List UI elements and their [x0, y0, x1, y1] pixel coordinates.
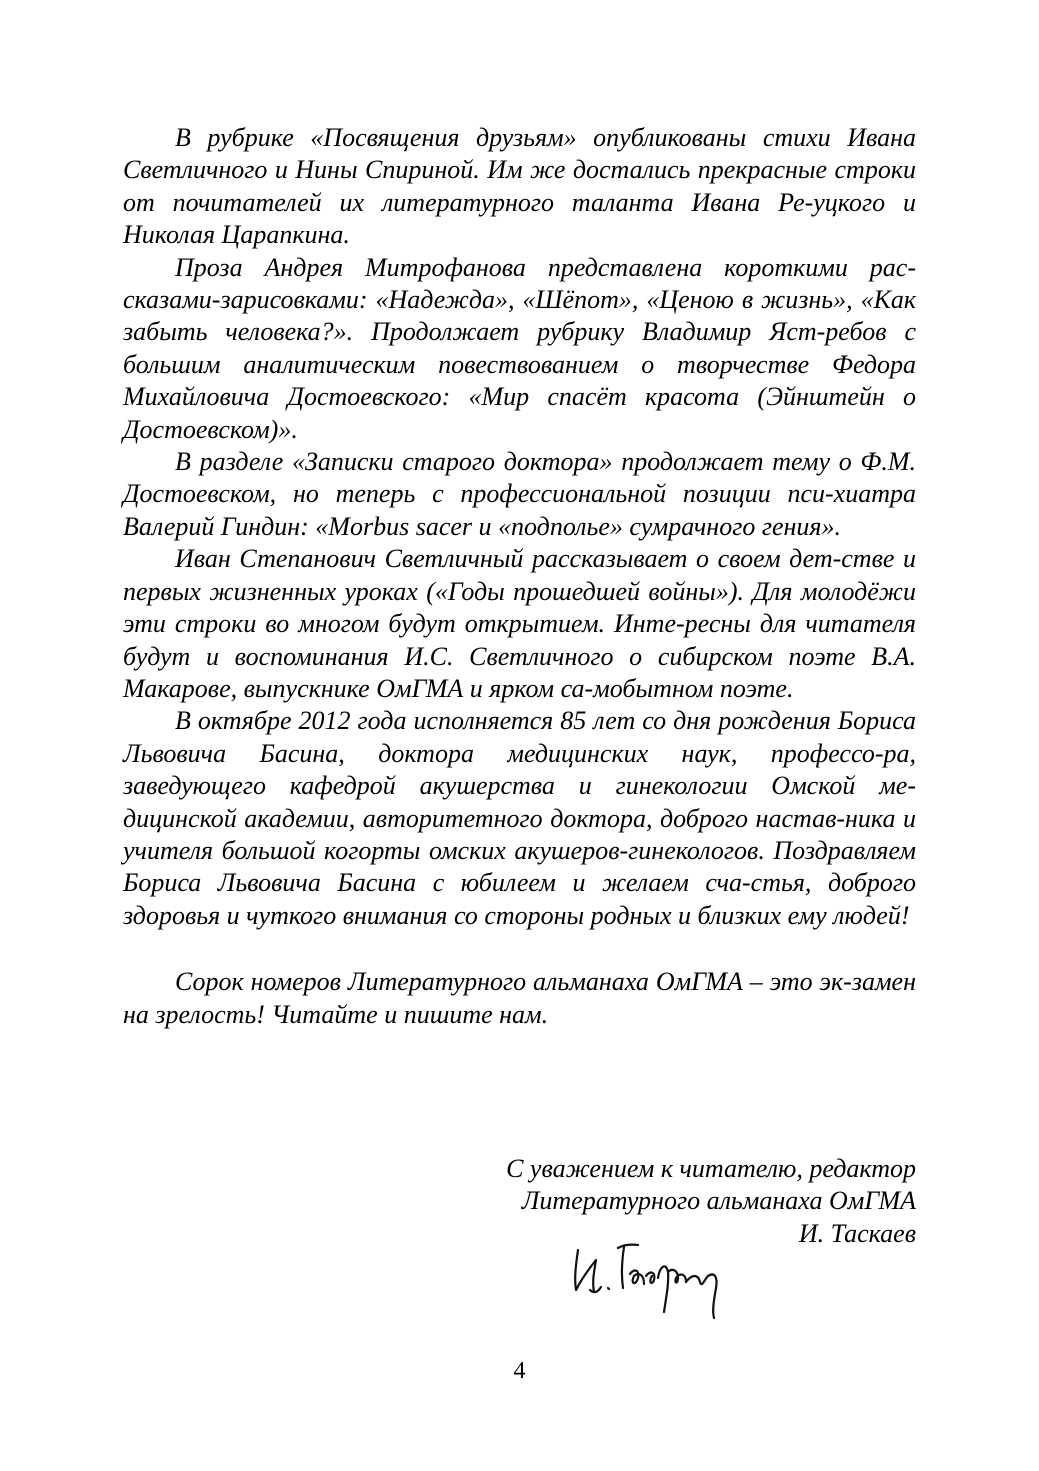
paragraph-dedications: В рубрике «Посвящения друзьям» опубликованы стихи Ивана Светличного и Нины Спириной. Им же достались прекрасные строки от почитателей их литературного таланта Ивана Ре-уцкого и Николая Царапкина.	[123, 123, 916, 250]
handwritten-signature	[568, 1232, 733, 1322]
article-body	[123, 122, 916, 1031]
editor-name: И. Таскаев	[798, 1218, 916, 1248]
paragraph-anniversary: В октябре 2012 года исполняется 85 лет со дня рождения Бориса Львовича Басина, доктора медицинских наук, профессо-ра, заведующего кафедрой акушерства и гинекологии Омской ме-дицинской академии, авторитетного доктора, доброго настав-ника и учителя большой когорты омских акушеров-гинекологов. Поздравляем Бориса Львовича Басина с юбилеем и желаем сча-стья, доброго здоровья и чуткого внимания со стороны родных и близких ему людей!	[123, 706, 916, 930]
paragraph-prose: Проза Андрея Митрофанова представлена короткими рас-сказами-зарисовками: «Надежда», «Шёпот», «Ценою в жизнь», «Как забыть человека?». Продолжает рубрику Владимир Яст-ребов с большим аналитическим повествованием о творчестве Федора Михайловича Достоевского: «Мир спасёт красота (Эйнштейн о Достоевском)».	[123, 252, 916, 444]
paragraph-doctor-notes: В разделе «Записки старого доктора» продолжает тему о Ф.М. Достоевском, но теперь с профессиональной позиции пси-хиатра Валерий Гиндин: «Morbus sacer и «подполье» сумрачного гения».	[123, 447, 916, 541]
signoff-line-2: Литературного альманаха ОмГМА	[521, 1186, 916, 1216]
page-number: 4	[513, 1358, 526, 1384]
signoff-line-1: С уважением к читателю, редактор	[506, 1154, 916, 1183]
paragraph-closing: Сорок номеров Литературного альманаха ОмГМА – это эк-замен на зрелость! Читайте и пишите нам.	[123, 967, 916, 1029]
paragraph-memoirs: Иван Степанович Светличный рассказывает о своем дет-стве и первых жизненных уроках («Годы прошедшей войны»). Для молодёжи эти строки во многом будут открытием. Инте-ресны для читателя будут и воспоминания И.С. Светличного о сибирском поэте В.А. Макарове, выпускнике ОмГМА и ярком са-мобытном поэте.	[123, 544, 916, 703]
